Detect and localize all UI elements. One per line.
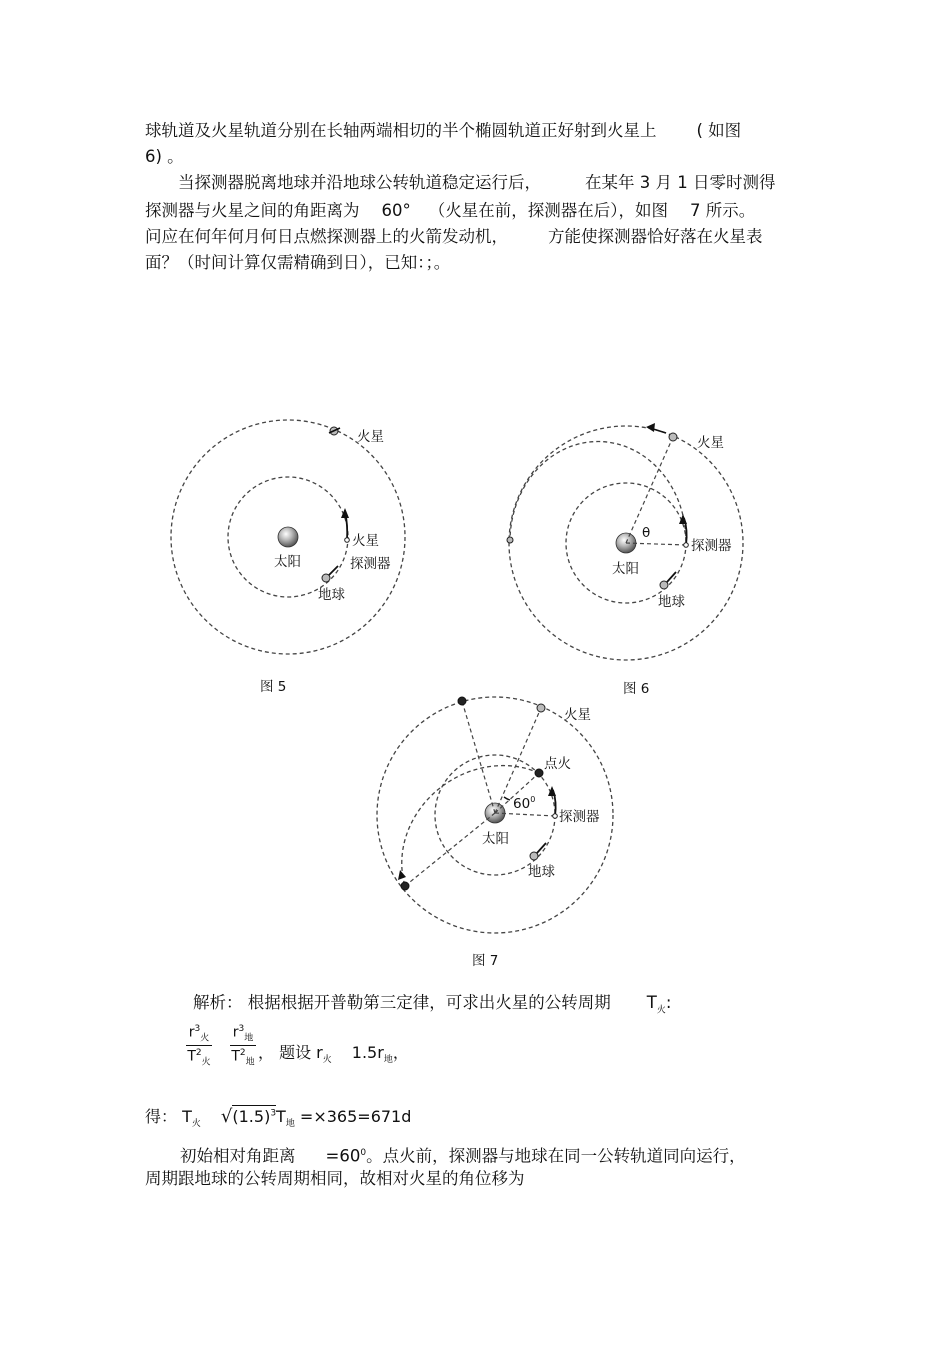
figure-7 bbox=[377, 697, 613, 969]
angle-degree: 0 bbox=[530, 795, 536, 804]
subscript: 地 bbox=[285, 1119, 295, 1130]
mars-planet bbox=[537, 704, 545, 712]
label-sun: 太阳 bbox=[482, 831, 509, 847]
label-probe: 探测器 bbox=[691, 538, 732, 554]
fraction-denominator bbox=[186, 1048, 212, 1067]
subscript: 火 bbox=[191, 1119, 201, 1130]
result-line bbox=[145, 1104, 411, 1129]
transfer-orbit bbox=[510, 442, 686, 543]
text-span: 。点火前，探测器与地球在同一公转轨道同向运行， bbox=[366, 1146, 746, 1166]
superscript: 3 bbox=[238, 1024, 245, 1034]
label-sun: 太阳 bbox=[274, 554, 301, 570]
superscript: 3 bbox=[270, 1108, 277, 1119]
analysis-line bbox=[193, 990, 671, 1023]
earth-motion-arrow bbox=[329, 566, 338, 575]
caption-figure-6: 图 6 bbox=[623, 681, 650, 697]
label-angle bbox=[513, 795, 535, 812]
text-span: 面？（时间计算仅需精确到日），已知：；。 bbox=[145, 253, 451, 272]
symbol: r bbox=[188, 1024, 195, 1041]
text-span: 60° bbox=[381, 201, 411, 220]
angle-value: 60 bbox=[513, 796, 531, 812]
caption-figure-7: 图 7 bbox=[472, 953, 499, 969]
subscript: 地 bbox=[245, 1057, 255, 1068]
text-span: 解析： 根据根据开普勒第三定律，可求出火星的公转周期 bbox=[193, 993, 611, 1012]
text-span: 球轨道及火星轨道分别在长轴两端相切的半个椭圆轨道正好射到火星上 bbox=[145, 121, 657, 140]
earth-planet bbox=[322, 574, 330, 582]
caption-figure-5: 图 5 bbox=[260, 679, 287, 695]
text-span: 方能使探测器恰好落在火星表 bbox=[548, 227, 763, 246]
label-theta: θ bbox=[642, 525, 651, 541]
subscript: 火 bbox=[322, 1055, 332, 1066]
earth-planet bbox=[660, 581, 668, 589]
text-span: : bbox=[665, 993, 672, 1012]
symbol: T bbox=[231, 1049, 240, 1066]
label-ignition: 点火 bbox=[544, 756, 571, 772]
probe-dot bbox=[684, 543, 689, 548]
superscript: 3 bbox=[194, 1024, 201, 1034]
text-span: 探测器与火星之间的角距离为 bbox=[145, 201, 360, 220]
analysis-line bbox=[145, 1166, 525, 1192]
arrival-point bbox=[401, 882, 409, 890]
label-mars: 火星 bbox=[357, 429, 384, 445]
arrow-head-icon bbox=[646, 423, 655, 432]
superscript: 0 bbox=[360, 1148, 367, 1158]
text-span: 初始相对角距离 bbox=[180, 1146, 296, 1166]
figure-6 bbox=[507, 423, 743, 697]
label-probe: 探测器 bbox=[350, 556, 391, 572]
ignition-point bbox=[535, 769, 543, 777]
symbol-T: T bbox=[646, 993, 657, 1012]
figure-5 bbox=[171, 420, 405, 695]
fraction-numerator bbox=[186, 1024, 212, 1043]
superscript: 2 bbox=[195, 1048, 202, 1059]
symbol: T bbox=[187, 1049, 196, 1066]
label-earth: 地球 bbox=[528, 864, 555, 880]
sun-arrival-line bbox=[405, 813, 495, 886]
fraction-earth bbox=[230, 1024, 256, 1068]
probe-dot bbox=[345, 538, 350, 543]
symbol: r bbox=[232, 1024, 239, 1041]
label-earth: 地球 bbox=[658, 594, 685, 610]
arrow-head-icon bbox=[398, 870, 406, 880]
text-span: (1.5) bbox=[232, 1107, 271, 1126]
fraction-bar bbox=[186, 1045, 212, 1046]
probe-dot bbox=[553, 814, 558, 819]
text-span: 1.5r bbox=[351, 1043, 384, 1062]
text-span: 7 所示。 bbox=[690, 201, 756, 220]
label-sun: 太阳 bbox=[612, 561, 639, 577]
text-span: 得： T bbox=[145, 1107, 192, 1126]
label-mars: 火星 bbox=[697, 435, 724, 451]
fraction-denominator bbox=[230, 1048, 256, 1067]
sqrt-radicand bbox=[232, 1105, 276, 1126]
symbol-T: T bbox=[276, 1107, 286, 1126]
text-span: 在某年 3 月 1 日零时测得 bbox=[585, 173, 776, 192]
fraction-bar bbox=[230, 1045, 256, 1046]
label-probe: 探测器 bbox=[559, 809, 600, 825]
superscript: 2 bbox=[239, 1048, 246, 1059]
arrow-head-icon bbox=[341, 508, 349, 518]
sqrt-icon: √ bbox=[220, 1106, 233, 1127]
text-span: ， bbox=[392, 1043, 409, 1062]
arrival-point bbox=[507, 537, 513, 543]
arrow-head-icon bbox=[548, 786, 556, 796]
subscript: 地 bbox=[383, 1055, 393, 1066]
subscript: 火 bbox=[656, 1005, 666, 1016]
label-mars: 火星 bbox=[564, 707, 591, 723]
subscript: 地 bbox=[244, 1033, 254, 1044]
text-span: （火星在前，探测器在后），如图 bbox=[428, 201, 668, 220]
sun bbox=[278, 527, 298, 547]
given-line bbox=[258, 1040, 409, 1065]
mars-planet bbox=[669, 433, 677, 441]
text-span: ， 题设 r bbox=[258, 1043, 323, 1062]
text-span: =60 bbox=[325, 1146, 361, 1166]
text-span: 6) 。 bbox=[145, 147, 184, 166]
text-span: =×365=671d bbox=[294, 1107, 412, 1126]
fraction-numerator bbox=[230, 1024, 256, 1043]
subscript: 火 bbox=[200, 1033, 210, 1044]
angle-arc bbox=[504, 797, 510, 800]
future-mars-point bbox=[458, 697, 466, 705]
label-mars-inner: 火星 bbox=[352, 533, 379, 549]
label-earth: 地球 bbox=[318, 587, 345, 603]
transfer-orbit bbox=[402, 766, 539, 886]
arrow-head-icon bbox=[679, 514, 687, 524]
fraction-mars bbox=[186, 1024, 212, 1068]
sun-future-mars-line bbox=[462, 701, 495, 813]
earth-planet bbox=[530, 852, 538, 860]
text-span: ( 如图 bbox=[696, 121, 742, 140]
text-span: 周期跟地球的公转周期相同，故相对火星的角位移为 bbox=[145, 1169, 525, 1188]
subscript: 火 bbox=[201, 1057, 211, 1068]
text-span: 当探测器脱离地球并沿地球公转轨道稳定运行后， bbox=[178, 173, 541, 192]
text-span: 问应在何年何月何日点燃探测器上的火箭发动机， bbox=[145, 227, 508, 246]
